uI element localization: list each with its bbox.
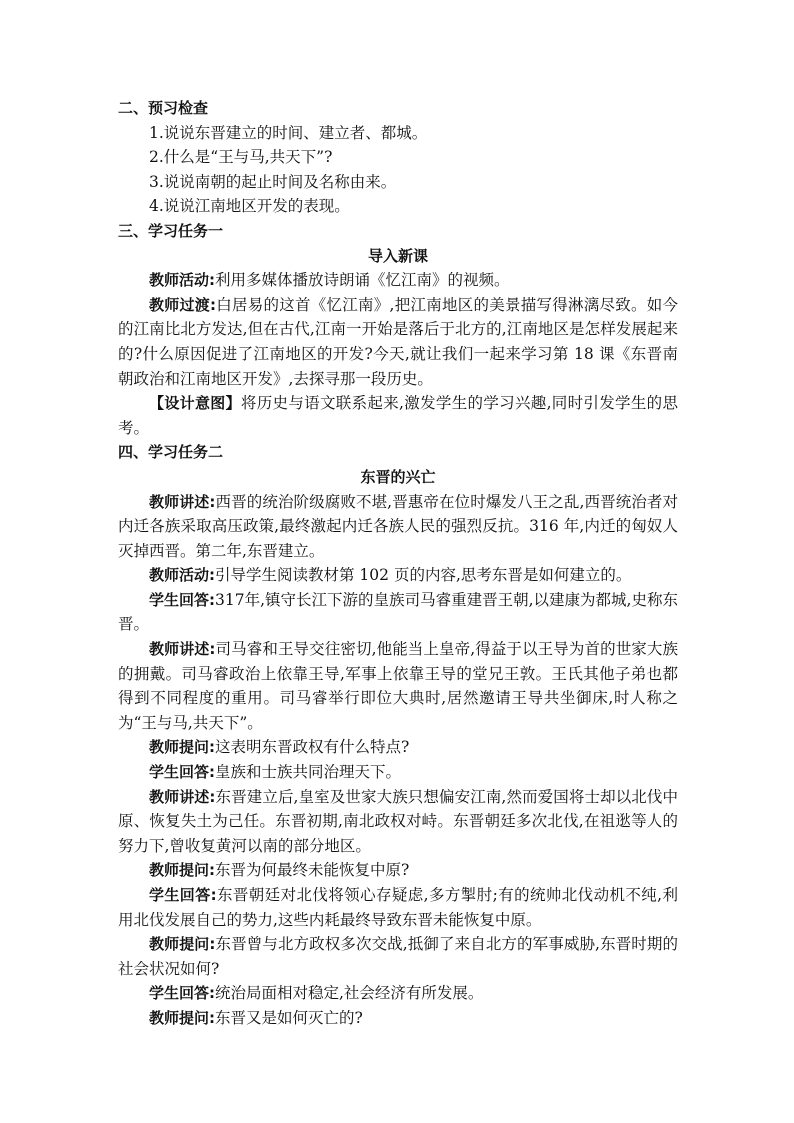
paragraph-text: 皇族和士族共同治理天下。 <box>215 763 402 782</box>
list-item: 1.说说东晋建立的时间、建立者、都城。 <box>149 123 428 142</box>
subsection-title: 导入新课 <box>367 246 428 265</box>
paragraph <box>118 883 678 932</box>
list-item: 2.什么是“王与马,共天下”? <box>149 148 333 167</box>
paragraph <box>118 858 678 883</box>
speaker-label: 学生回答: <box>149 590 216 609</box>
speaker-label: 教师讲述: <box>149 787 216 806</box>
paragraph <box>118 1006 678 1031</box>
speaker-label: 教师提问: <box>149 1008 215 1027</box>
paragraph-text: 东晋曾与北方政权多次交战,抵御了来自北方的军事威胁,东晋时期的社会状况如何? <box>118 935 679 978</box>
speaker-label: 教师讲述: <box>149 640 216 659</box>
paragraph <box>118 563 678 588</box>
speaker-label: 学生回答: <box>149 886 217 904</box>
paragraph-text: 西晋的统治阶级腐败不堪,晋惠帝在位时爆发八王之乱,西晋统治者对内迁各族采取高压政策,最终激起内迁各族人民的强烈反抗。316 年,内迁的匈奴人灭掉西晋。第二年,东晋建立。 <box>118 492 679 560</box>
paragraph <box>118 490 678 564</box>
paragraph <box>118 588 678 637</box>
paragraph <box>118 735 678 760</box>
paragraph-text: 东晋为何最终未能恢复中原? <box>215 861 410 880</box>
paragraph <box>118 760 678 785</box>
paragraph-text: 司马睿和王导交往密切,他能当上皇帝,得益于以王导为首的世家大族的拥戴。司马睿政治上依靠王导,军事上依靠王导的堂兄王敦。王氏其他子弟也都得到不同程度的重用。司马睿举行即位大典时,居然邀请王导共坐御床,时人称之为“王与马,共天下”。 <box>118 640 679 732</box>
paragraph-text: 统治局面相对稳定,社会经济有所发展。 <box>215 984 484 1003</box>
paragraph <box>118 785 678 859</box>
paragraph-text: 317年,镇守长江下游的皇族司马睿重建晋王朝,以建康为都城,史称东晋。 <box>118 590 678 634</box>
speaker-label: 学生回答: <box>149 763 215 782</box>
section-heading: 四、学习任务二 <box>118 443 224 462</box>
section-heading: 三、学习任务一 <box>118 221 224 240</box>
speaker-label: 教师提问: <box>149 935 216 954</box>
subsection-title: 东晋的兴亡 <box>360 467 436 486</box>
design-intent-label: 【设计意图】 <box>149 394 241 413</box>
paragraph-text: 东晋朝廷对北伐将领心存疑虑,多方掣肘;有的统帅北伐动机不纯,利用北伐发展自己的势力,这些内耗最终导致东晋未能恢复中原。 <box>118 886 678 929</box>
paragraph-text: 东晋又是如何灭亡的? <box>215 1008 363 1027</box>
paragraph <box>118 981 678 1006</box>
paragraph <box>118 637 678 735</box>
speaker-label: 教师活动: <box>149 271 215 290</box>
paragraph-text: 将历史与语文联系起来,激发学生的学习兴趣,同时引发学生的思考。 <box>118 394 678 437</box>
list-item: 3.说说南朝的起止时间及名称由来。 <box>149 172 397 191</box>
paragraph-text: 这表明东晋政权有什么特点? <box>215 738 410 757</box>
paragraph <box>118 268 678 293</box>
speaker-label: 教师提问: <box>149 738 215 757</box>
paragraph <box>118 293 678 391</box>
speaker-label: 学生回答: <box>149 984 215 1003</box>
paragraph <box>118 932 678 981</box>
speaker-label: 教师活动: <box>149 566 215 585</box>
paragraph-text: 利用多媒体播放诗朗诵《忆江南》的视频。 <box>215 271 510 290</box>
speaker-label: 教师讲述: <box>149 492 216 511</box>
paragraph-text: 东晋建立后,皇室及世家大族只想偏安江南,然而爱国将士却以北伐中原、恢复失土为己任。东晋初期,南北政权对峙。东晋朝廷多次北伐,在祖逖等人的努力下,曾收复黄河以南的部分地区。 <box>118 787 679 855</box>
document-page <box>118 96 678 1031</box>
list-item: 4.说说江南地区开发的表现。 <box>149 197 350 216</box>
section-heading: 二、预习检查 <box>118 99 209 117</box>
paragraph-text: 白居易的这首《忆江南》,把江南地区的美景描写得淋漓尽致。如今的江南比北方发达,但在古代,江南一开始是落后于北方的,江南地区是怎样发展起来的?什么原因促进了江南地区的开发?今天,就让我们一起来学习第 18 课《东晋南朝政治和江南地区开发》,去探寻那一段历史。 <box>118 295 678 388</box>
paragraph-text: 引导学生阅读教材第 102 页的内容,思考东晋是如何建立的。 <box>215 566 632 585</box>
paragraph <box>118 391 678 440</box>
speaker-label: 教师提问: <box>149 861 215 880</box>
speaker-label: 教师过渡: <box>149 295 217 314</box>
